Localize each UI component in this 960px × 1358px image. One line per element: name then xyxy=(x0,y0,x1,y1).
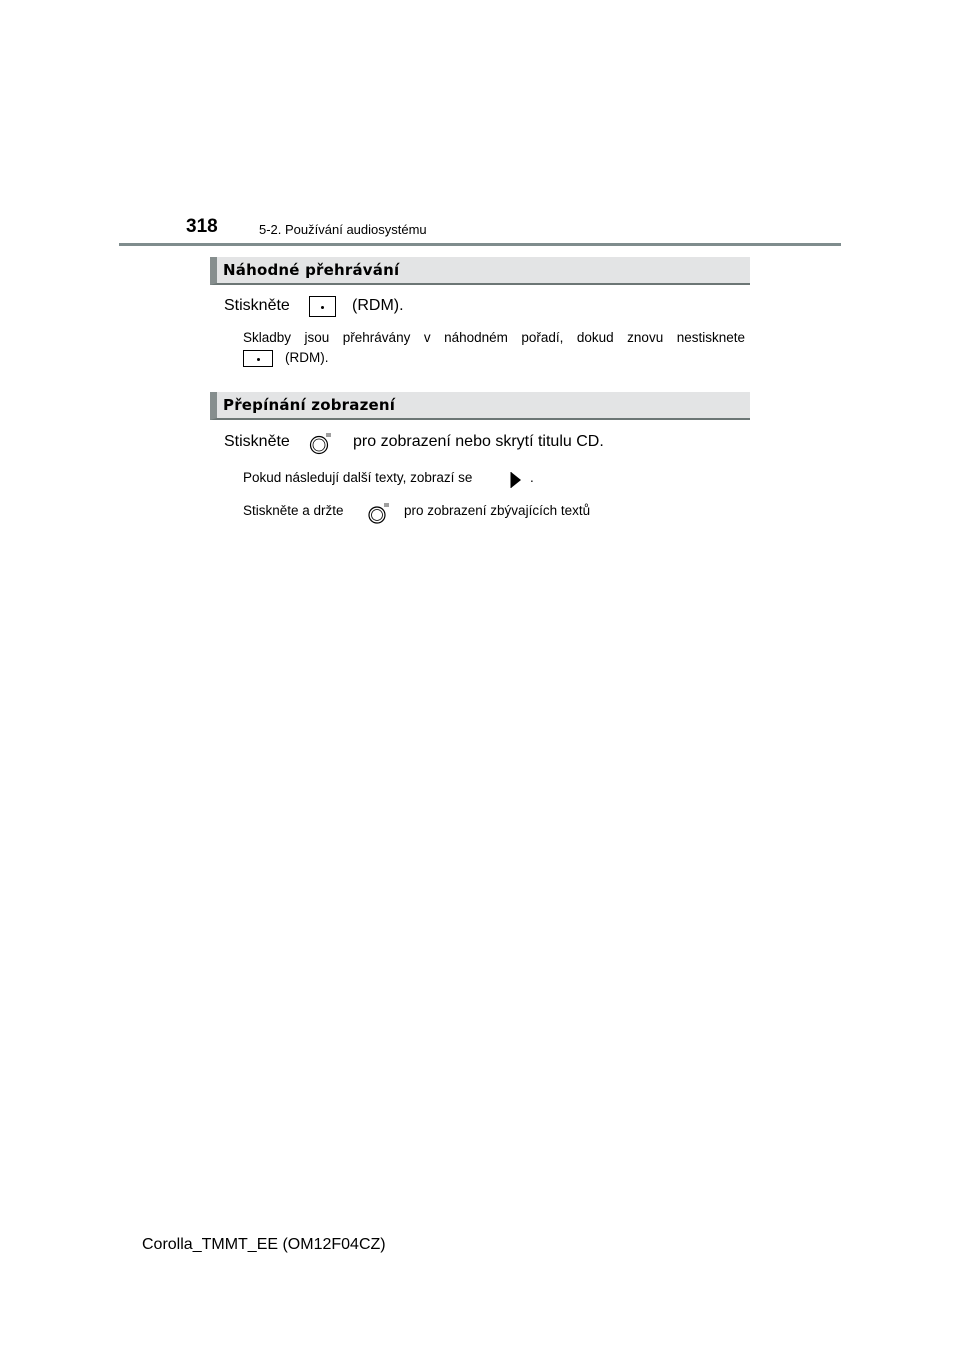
display-knob-icon xyxy=(308,431,334,457)
random-instruction-suffix: (RDM). xyxy=(352,297,404,314)
display-knob-icon-small xyxy=(366,501,392,527)
section-heading-display xyxy=(210,392,750,420)
rdm-button-icon xyxy=(309,296,336,317)
display-instruction-prefix: Stiskněte xyxy=(224,433,290,450)
random-instruction-prefix: Stiskněte xyxy=(224,297,290,314)
random-note-line1: Skladby jsou přehrávány v náhodném pořadí, dokud znovu nestisknete xyxy=(243,330,745,345)
display-instruction-suffix: pro zobrazení nebo skrytí titulu CD. xyxy=(353,433,604,450)
display-note2-suffix: pro zobrazení zbývajících textů xyxy=(404,503,591,518)
section-heading-display-label: Přepínání zobrazení xyxy=(223,396,396,414)
display-note1-suffix: . xyxy=(530,470,534,485)
header-divider xyxy=(119,243,841,246)
display-note2-prefix: Stiskněte a držte xyxy=(243,503,344,518)
display-note1-prefix: Pokud následují další texty, zobrazí se xyxy=(243,470,473,485)
rdm-button-icon-small xyxy=(243,350,273,367)
page-number: 318 xyxy=(186,216,218,237)
random-instruction xyxy=(224,297,290,315)
section-heading-random-label: Náhodné přehrávání xyxy=(223,261,400,279)
footer-document-id: Corolla_TMMT_EE (OM12F04CZ) xyxy=(142,1236,386,1253)
more-text-arrow-icon xyxy=(508,470,524,490)
section-heading-random xyxy=(210,257,750,285)
random-note-line2-suffix: (RDM). xyxy=(285,350,329,365)
section-header-title: 5-2. Používání audiosystému xyxy=(259,222,427,237)
